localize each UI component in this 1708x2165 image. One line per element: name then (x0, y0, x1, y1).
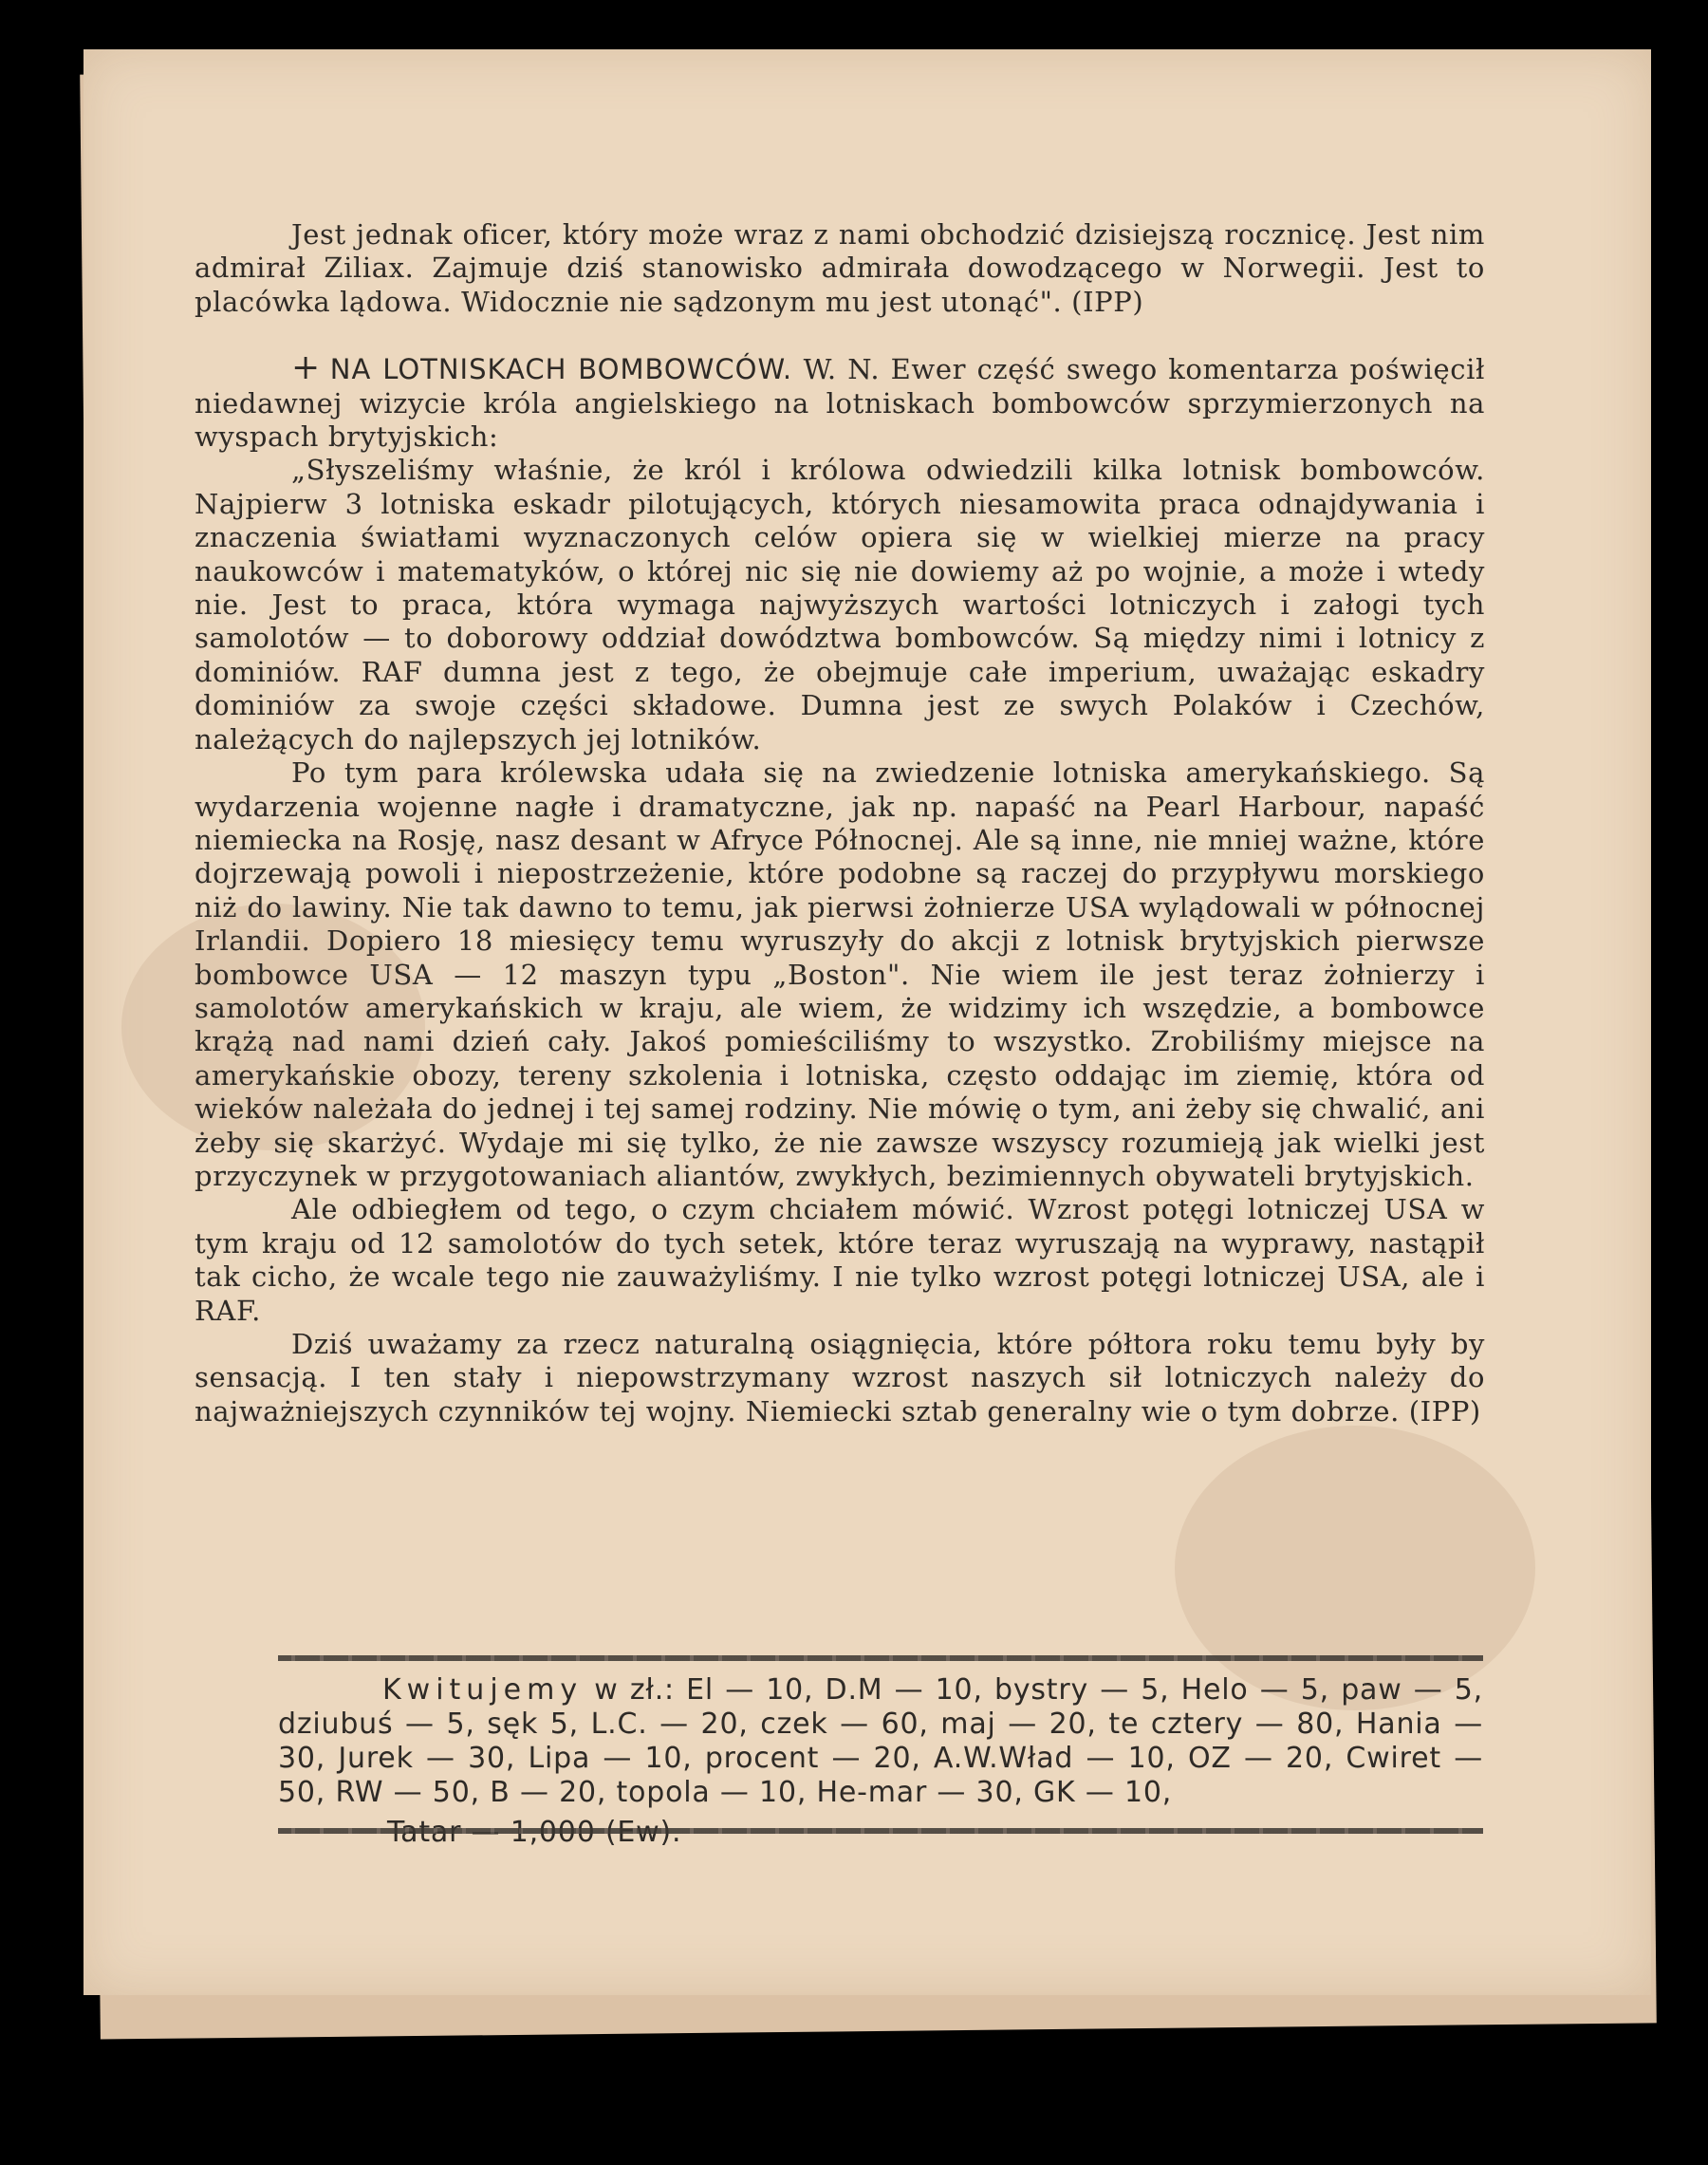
opening-paragraph: Jest jednak oficer, który może wraz z nami obchodzić dzisiejszą rocznicę. Jest nim admirał Ziliax. Zajmuje dziś stanowisko admirała dowodzącego w Norwegii. Jest to placówka lądowa. Widocznie nie sądzonym mu jest utonąć". (IPP) (195, 218, 1485, 318)
acknowledgement-block (278, 1673, 1483, 1850)
cross-mark: + (291, 348, 321, 388)
paper-stain (1175, 1426, 1535, 1710)
divider-rule (278, 1828, 1483, 1834)
acknowledgement-lead: Kwitujemy (382, 1673, 584, 1707)
acknowledgement-list: w zł.: El — 10, D.M — 10, bystry — 5, Helo — 5, paw — 5, dziubuś — 5, sęk 5, L.C. — 20, czek — 60, maj — 20, te cztery — 80, Hania — 30, Jurek — 30, Lipa — 10, procent — 20, A.W.Wład — 10, OZ — 20, Cwiret — 50, RW — 50, B — 20, topola — 10, He-mar — 30, GK — 10, (278, 1673, 1483, 1809)
article-paragraph: „Słyszeliśmy właśnie, że król i królowa odwiedzili kilka lotnisk bombowców. Najpierw 3 lotniska eskadr pilotujących, których niesamowita praca odnajdywania i znaczenia światłami wyznaczonych celów opiera się w wielkiej mierze na pracy naukowców i matematyków, o której nic się nie dowiemy aż po wojnie, a może i wtedy nie. Jest to praca, która wymaga najwyższych wartości lotniczych i załogi tych samolotów — to doborowy oddział dowództwa bombowców. Są między nimi i lotnicy z dominiów. RAF dumna jest z tego, że obejmuje całe imperium, uważając eskadry dominiów za swoje części składowe. Dumna jest ze swych Polaków i Czechów, należących do najlepszych jej lotników. (195, 454, 1485, 756)
article-paragraph: Dziś uważamy za rzecz naturalną osiągnięcia, które półtora roku temu były by sensacją. I ten stały i niepowstrzymany wzrost naszych sił lotniczych należy do najważniejszych czynników tej wojny. Niemiecki sztab generalny wie o tym dobrze. (IPP) (195, 1328, 1485, 1428)
section-lead-text: W. N. Ewer część swego komentarza poświęcił niedawnej wizycie króla angielskiego na lotniskach bombowców sprzymierzonych na wyspach brytyjskich: (195, 353, 1485, 454)
article-body (195, 218, 1485, 1428)
section-title: NA LOTNISKACH BOMBOWCÓW. (329, 353, 793, 386)
divider-rule (278, 1655, 1483, 1661)
section-lead-paragraph (195, 348, 1485, 454)
acknowledgement-text (278, 1673, 1483, 1810)
article-paragraph: Po tym para królewska udała się na zwiedzenie lotniska amerykańskiego. Są wydarzenia wojenne nagłe i dramatyczne, jak np. napaść na Pearl Harbour, napaść niemiecka na Rosję, nasz desant w Afryce Północnej. Ale są inne, nie mniej ważne, które dojrzewają powoli i niepostrzeżenie, które podobne są raczej do przypływu morskiego niż do lawiny. Nie tak dawno to temu, jak pierwsi żołnierze USA wylądowali w północnej Irlandii. Dopiero 18 miesięcy temu wyruszyły do akcji z lotnisk brytyjskich pierwsze bombowce USA — 12 maszyn typu „Boston". Nie wiem ile jest teraz żołnierzy i samolotów amerykańskich w kraju, ale wiem, że widzimy ich wszędzie, a bombowce krążą nad nami dzień cały. Jakoś pomieściliśmy to wszystko. Zrobiliśmy miejsce na amerykańskie obozy, tereny szkolenia i lotniska, często oddając im ziemię, która od wieków należała do jednej i tej samej rodziny. Nie mówię o tym, ani żeby się chwalić, ani żeby się skarżyć. Wydaje mi się tylko, że nie zawsze wszyscy rozumieją jak wielki jest przyczynek w przygotowaniach aliantów, zwykłych, bezimiennych obywateli brytyjskich. (195, 756, 1485, 1192)
article-paragraph: Ale odbiegłem od tego, o czym chciałem mówić. Wzrost potęgi lotniczej USA w tym kraju od 12 samolotów do tych setek, które teraz wyruszają na wyprawy, nastąpił tak cicho, że wcale tego nie zauważyliśmy. I nie tylko wzrost potęgi lotniczej USA, ale i RAF. (195, 1193, 1485, 1327)
